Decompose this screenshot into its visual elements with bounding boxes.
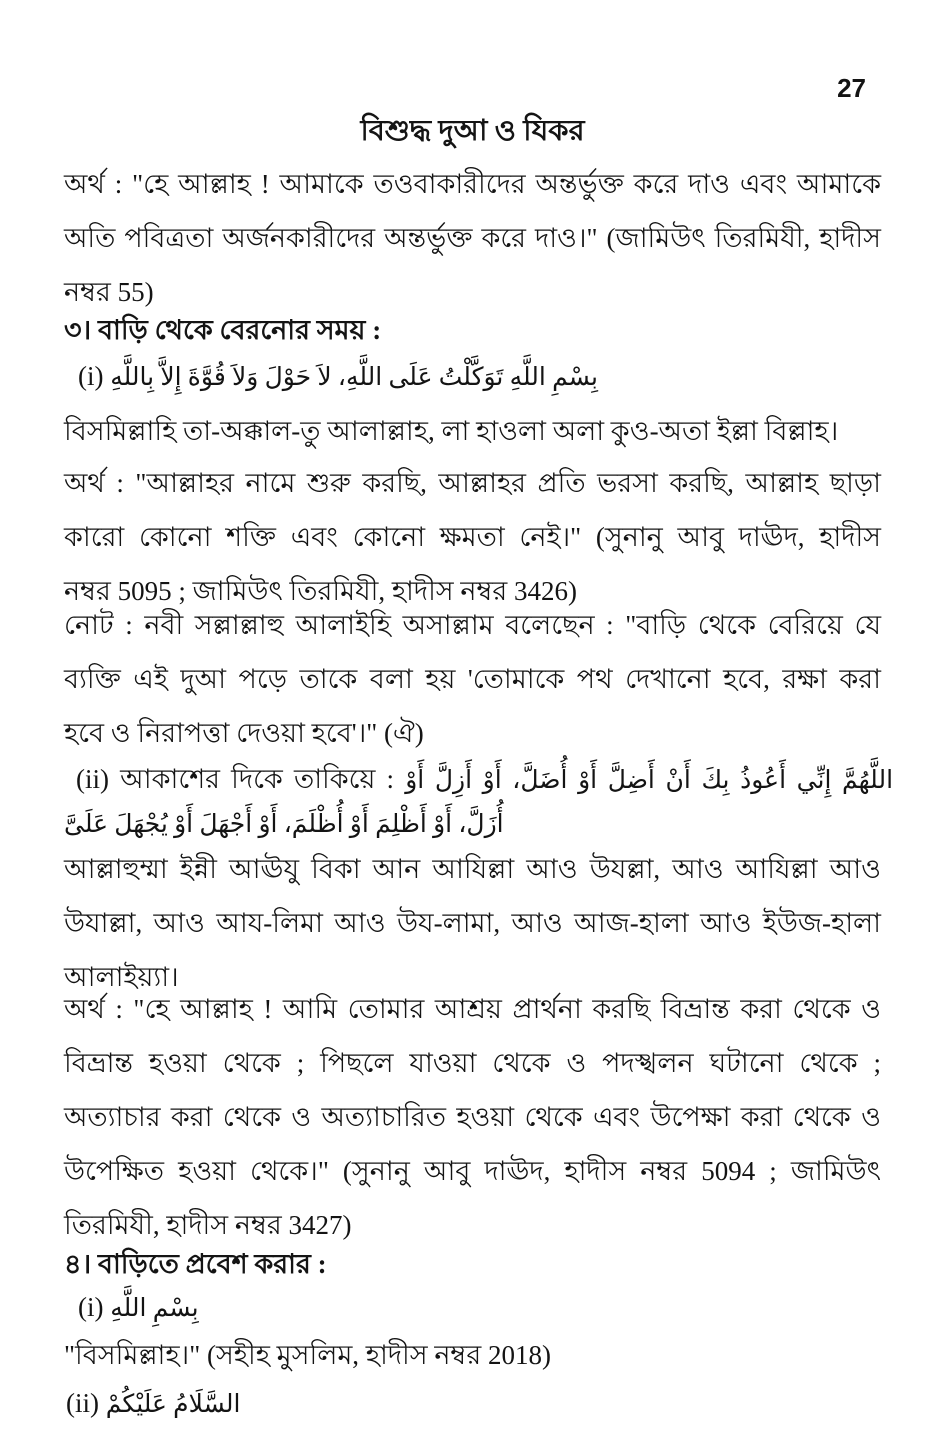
- section3-dua2-arabic: أُزَلَّ، أَوْ أَظْلِمَ أَوْ أُظْلَمَ، أَوْ أَجْهَلَ أَوْ يُجْهَلَ عَلَىَّ: [64, 811, 504, 838]
- section4-dua1-arabic: بِسْمِ اللَّهِ: [110, 1295, 199, 1322]
- intro-meaning-line: নম্বর 55): [64, 277, 154, 307]
- section3-dua1-note-line: নোট : নবী সল্লাল্লাহু আলাইহি অসাল্লাম বলেছেন : "বাড়ি থেকে বেরিয়ে যে: [64, 610, 881, 640]
- section3-heading: ৩। বাড়ি থেকে বেরনোর সময় :: [64, 315, 382, 345]
- intro-meaning-line: অর্থ : "হে আল্লাহ ! আমাকে তওবাকারীদের অন্তর্ভুক্ত করে দাও এবং আমাকে: [64, 169, 881, 199]
- section4-dua1-marker: (i): [78, 1292, 104, 1322]
- section4-dua1-arabic-line: [64, 1283, 895, 1333]
- section3-dua1-transliteration: বিসমিল্লাহি তা-অক্কাল-তু আলাল্লাহ, লা হাওলা অলা কুও-অতা ইল্লা বিল্লাহ।: [64, 416, 839, 446]
- section3-dua1-note-line: হবে ও নিরাপত্তা দেওয়া হবে'।" (ঐ): [64, 718, 424, 748]
- section3-dua2-meaning-line: অর্থ : "হে আল্লাহ ! আমি তোমার আশ্রয় প্রার্থনা করছি বিভ্রান্ত করা থেকে ও: [64, 994, 881, 1024]
- section3-dua2-arabic-line1: اللَّهُمَّ إِنِّي أَعُوذُ بِكَ أَنْ أَضِلَّ أَوْ أُضَلَّ، أَوْ أَزِلَّ أَوْ: [405, 767, 894, 794]
- section3-dua2-intro-line: [64, 755, 893, 805]
- section3-dua2-meaning-line: তিরমিযী, হাদীস নম্বর 3427): [64, 1210, 352, 1240]
- section3-dua1-arabic: بِسْمِ اللَّهِ تَوَكَّلْتُ عَلَى اللَّهِ، لاَ حَوْلَ وَلاَ قُوَّةَ إِلاَّ بِاللَّهِ: [110, 364, 598, 391]
- section3-dua1-meaning-line: অর্থ : "আল্লাহর নামে শুরু করছি, আল্লাহর প্রতি ভরসা করছি, আল্লাহ ছাড়া: [64, 468, 881, 498]
- section3-dua2-transliteration-line: আলাইয়্যা।: [64, 962, 179, 992]
- section3-dua2-context: আকাশের দিকে তাকিয়ে :: [120, 764, 395, 794]
- section3-dua2-meaning-line: উপেক্ষিত হওয়া থেকে।" (সুনানু আবু দাঊদ, হাদীস নম্বর 5094 ; জামিউৎ: [64, 1156, 881, 1186]
- section4-heading: ৪। বাড়িতে প্রবেশ করার :: [64, 1249, 327, 1279]
- section3-dua2-marker: (ii): [76, 764, 109, 794]
- section3-dua1-arabic-line: [64, 352, 895, 402]
- section4-dua1-meaning: "বিসমিল্লাহ।" (সহীহ মুসলিম, হাদীস নম্বর 2018): [64, 1340, 551, 1370]
- section3-dua2-transliteration-line: আল্লাহুম্মা ইন্নী আঊযু বিকা আন আযিল্লা আও উযল্লা, আও আযিল্লা আও: [64, 854, 881, 884]
- section3-dua2-meaning-line: অত্যাচার করা থেকে ও অত্যাচারিত হওয়া থেকে এবং উপেক্ষা করা থেকে ও: [64, 1102, 881, 1132]
- section4-dua2-marker: (ii): [66, 1388, 99, 1418]
- page-number: 27: [837, 73, 866, 103]
- section3-dua1-meaning-line: কারো কোনো শক্তি এবং কোনো ক্ষমতা নেই।" (সুনানু আবু দাঊদ, হাদীস: [64, 522, 881, 552]
- intro-meaning-line: অতি পবিত্রতা অর্জনকারীদের অন্তর্ভুক্ত করে দাও।" (জামিউৎ তিরমিযী, হাদীস: [64, 223, 881, 253]
- section3-dua2-arabic-line2: [64, 799, 881, 849]
- section3-dua1-marker: (i): [78, 361, 104, 391]
- section3-dua1-note-line: ব্যক্তি এই দুআ পড়ে তাকে বলা হয় 'তোমাকে পথ দেখানো হবে, রক্ষা করা: [64, 664, 881, 694]
- section3-dua2-transliteration-line: উযাল্লা, আও আয-লিমা আও উয-লামা, আও আজ-হালা আও ইউজ-হালা: [64, 908, 881, 938]
- section4-dua2-arabic: السَّلَامُ عَلَيْكُمْ: [105, 1391, 241, 1418]
- page-title: বিশুদ্ধ দুআ ও যিকর: [360, 115, 585, 147]
- section4-dua2-arabic-line: [64, 1379, 883, 1429]
- section3-dua2-meaning-line: বিভ্রান্ত হওয়া থেকে ; পিছলে যাওয়া থেকে ও পদস্খলন ঘটানো থেকে ;: [64, 1048, 881, 1078]
- section3-dua1-meaning-line: নম্বর 5095 ; জামিউৎ তিরমিযী, হাদীস নম্বর 3426): [64, 576, 577, 606]
